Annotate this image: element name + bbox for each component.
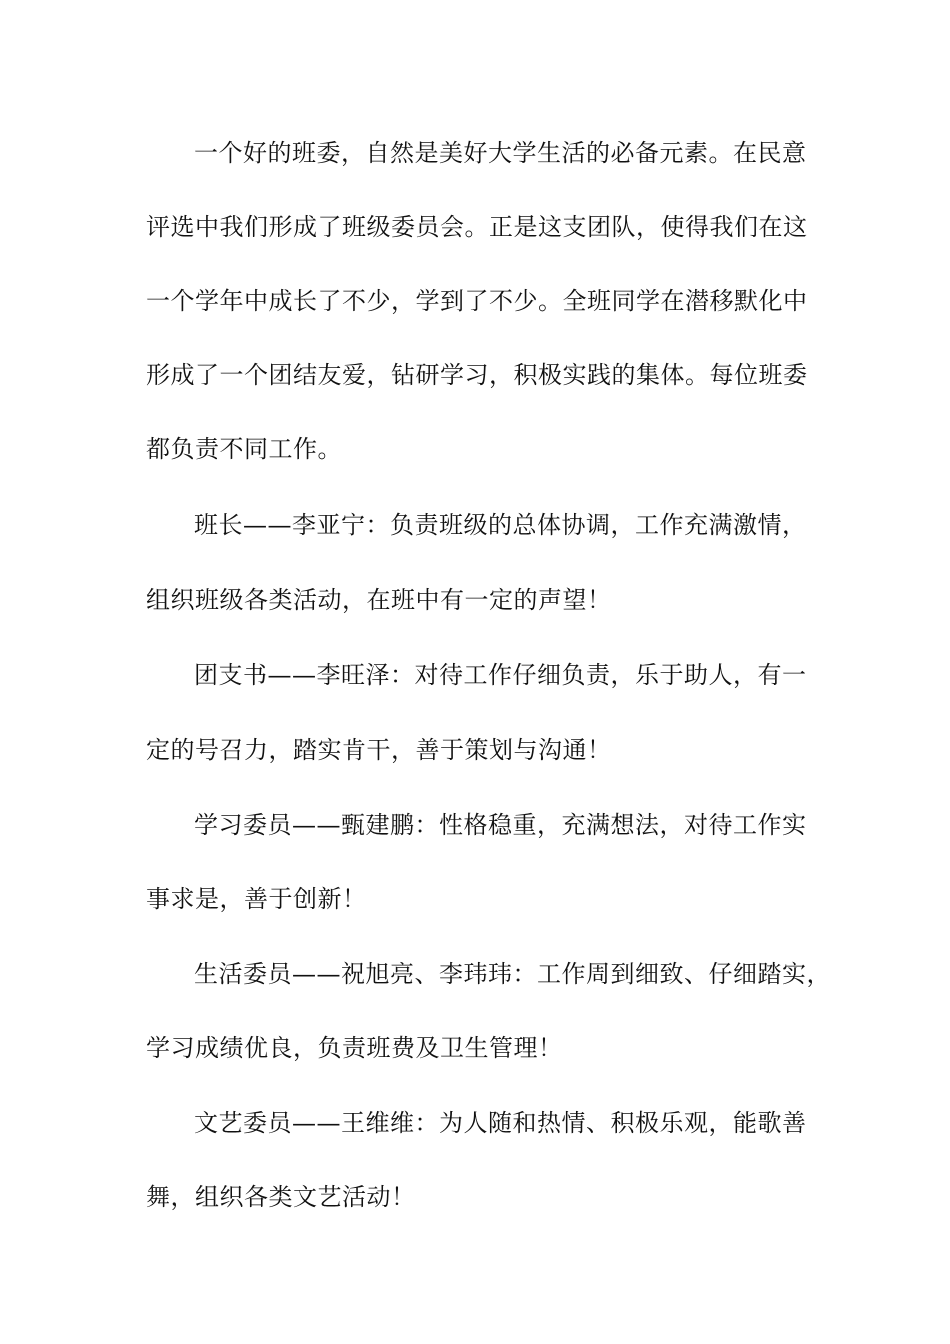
paragraph-line: 学习委员——甄建鹏：性格稳重，充满想法，对待工作实: [194, 811, 807, 839]
paragraph-line: 团支书——李旺泽：对待工作仔细负责，乐于助人，有一: [194, 661, 807, 689]
paragraph-line: 生活委员——祝旭亮、李玮玮：工作周到细致、仔细踏实，: [194, 960, 831, 988]
paragraph-line: 班长——李亚宁：负责班级的总体协调，工作充满激情，: [194, 511, 807, 539]
paragraph-line: 定的号召力，踏实肯干，善于策划与沟通！: [146, 736, 612, 764]
paragraph-line: 一个学年中成长了不少，学到了不少。全班同学在潜移默化中: [146, 287, 808, 315]
paragraph-line: 形成了一个团结友爱，钻研学习，积极实践的集体。每位班委: [146, 361, 808, 389]
paragraph-line: 文艺委员——王维维：为人随和热情、积极乐观，能歌善: [194, 1109, 807, 1137]
paragraph-line: 评选中我们形成了班级委员会。正是这支团队，使得我们在这: [146, 213, 808, 241]
paragraph-line: 组织班级各类活动，在班中有一定的声望！: [146, 586, 612, 614]
paragraph-line: 学习成绩优良，负责班费及卫生管理！: [146, 1034, 563, 1062]
paragraph-line: 舞，组织各类文艺活动！: [146, 1183, 416, 1211]
paragraph-line: 事求是，善于创新！: [146, 885, 367, 913]
paragraph-line: 一个好的班委，自然是美好大学生活的必备元素。在民意: [194, 139, 807, 167]
paragraph-line: 都负责不同工作。: [146, 435, 342, 463]
